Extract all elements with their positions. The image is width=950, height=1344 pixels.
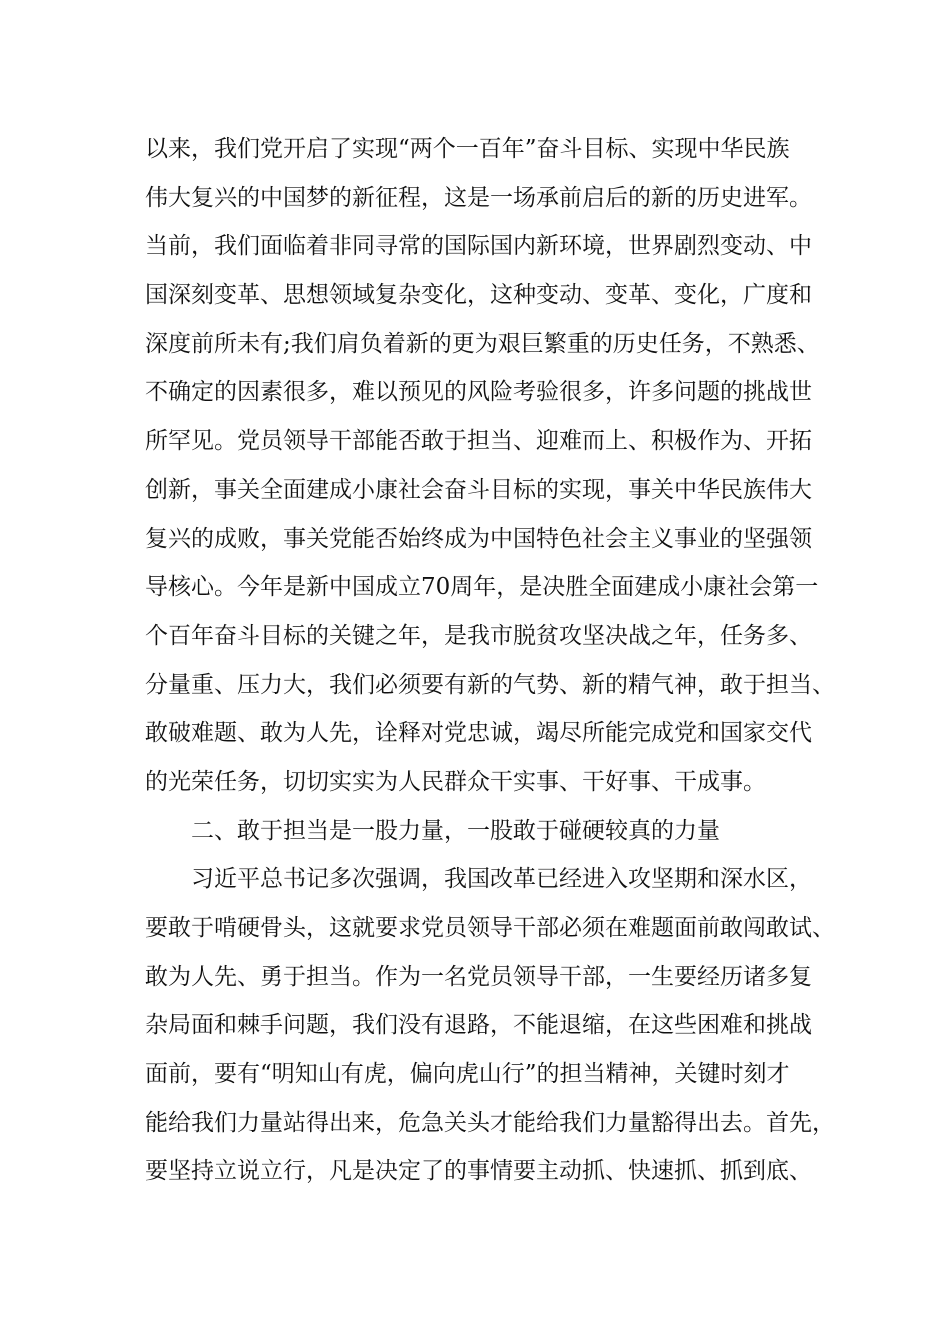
text-line: 要敢于啃硬骨头，这就要求党员领导干部必须在难题面前敢闯敢试、 bbox=[145, 915, 835, 941]
text-line: 面前，要有“明知山有虎，偏向虎山行”的担当精神，关键时刻才 bbox=[145, 1061, 790, 1088]
text-line: 复兴的成败，事关党能否始终成为中国特色社会主义事业的坚强领 bbox=[145, 525, 812, 552]
text-line: 要坚持立说立行，凡是决定了的事情要主动抓、快速抓、抓到底、 bbox=[145, 1158, 812, 1185]
text-line: 以来，我们党开启了实现“两个一百年”奋斗目标、实现中华民族 bbox=[145, 136, 790, 162]
text-line: 敢为人先、勇于担当。作为一名党员领导干部，一生要经历诸多复 bbox=[145, 963, 812, 990]
text-line: 伟大复兴的中国梦的新征程，这是一场承前启后的新的历史进军。 bbox=[145, 184, 812, 211]
text-line: 国深刻变革、思想领域复杂变化，这种变动、变革、变化，广度和 bbox=[145, 282, 812, 309]
paragraph-first-line: 习近平总书记多次强调，我国改革已经进入攻坚期和深水区， bbox=[191, 866, 812, 893]
section-heading: 二、敢于担当是一股力量，一股敢于碰硬较真的力量 bbox=[191, 817, 720, 844]
text-line: 杂局面和棘手问题，我们没有退路，不能退缩，在这些困难和挑战 bbox=[145, 1012, 812, 1039]
text-line: 创新，事关全面建成小康社会奋斗目标的实现，事关中华民族伟大 bbox=[145, 476, 812, 503]
text-line: 分量重、压力大，我们必须要有新的气势、新的精气神，敢于担当、 bbox=[145, 671, 835, 698]
text-line: 不确定的因素很多，难以预见的风险考验很多，许多问题的挑战世 bbox=[145, 379, 812, 406]
text-line: 的光荣任务，切切实实为人民群众干实事、干好事、干成事。 bbox=[145, 768, 766, 795]
text-line: 个百年奋斗目标的关键之年，是我市脱贫攻坚决战之年，任务多、 bbox=[145, 622, 812, 649]
text-line: 导核心。今年是新中国成立70周年，是决胜全面建成小康社会第一 bbox=[145, 574, 819, 601]
text-line: 当前，我们面临着非同寻常的国际国内新环境，世界剧烈变动、中 bbox=[145, 233, 812, 260]
body-text bbox=[145, 125, 835, 1196]
text-line: 敢破难题、敢为人先，诠释对党忠诚，竭尽所能完成党和国家交代 bbox=[145, 720, 812, 747]
text-line: 所罕见。党员领导干部能否敢于担当、迎难而上、积极作为、开拓 bbox=[145, 428, 812, 455]
text-line: 能给我们力量站得出来，危急关头才能给我们力量豁得出去。首先， bbox=[145, 1109, 835, 1136]
text-line: 深度前所未有;我们肩负着新的更为艰巨繁重的历史任务，不熟悉、 bbox=[145, 330, 820, 357]
